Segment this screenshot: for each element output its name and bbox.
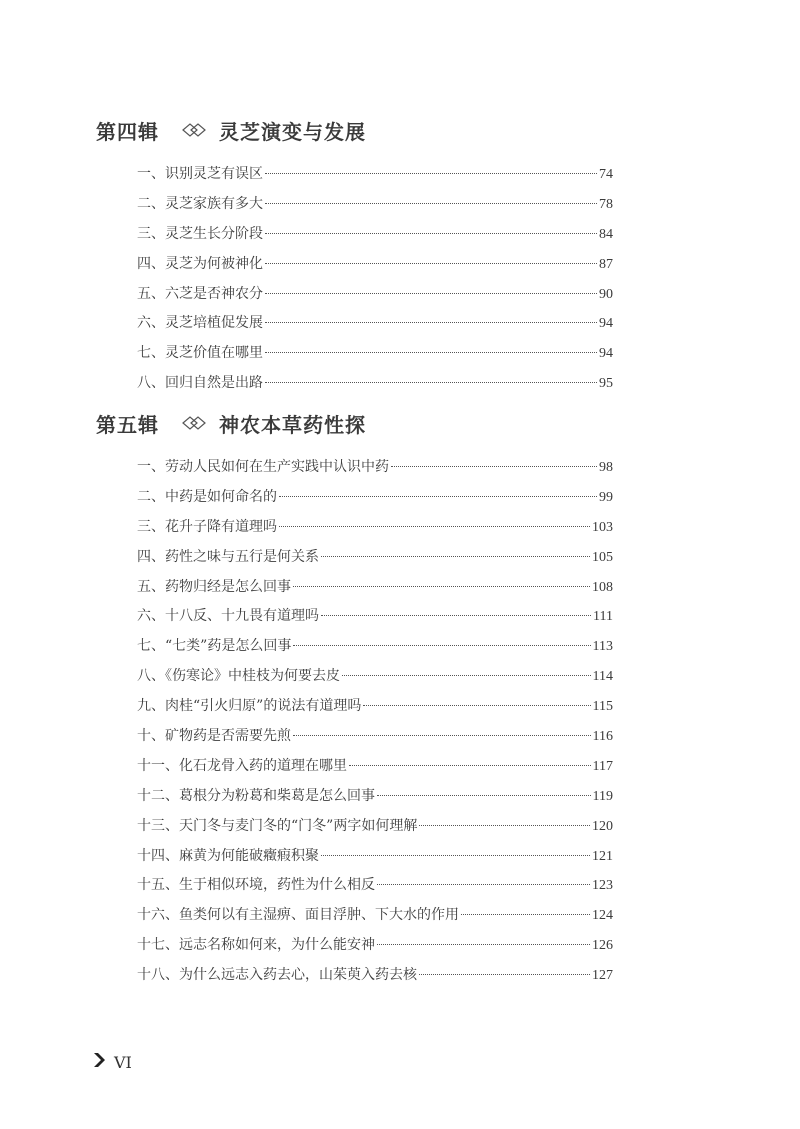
toc-entry-page: 126 bbox=[592, 938, 613, 954]
dot-leader bbox=[293, 586, 590, 587]
toc-entry-text: 八、《伤寒论》中桂枝为何要去皮 bbox=[137, 668, 340, 685]
toc-entry-text: 四、药性之味与五行是何关系 bbox=[137, 548, 319, 565]
toc-entry-page: 115 bbox=[592, 699, 613, 715]
dot-leader bbox=[265, 352, 597, 353]
toc-entry-text: 十三、天门冬与麦门冬的“门冬”两字如何理解 bbox=[137, 817, 418, 834]
dot-leader bbox=[265, 203, 597, 204]
section-part-label: 第五辑 bbox=[96, 412, 159, 437]
toc-entry-page: 98 bbox=[599, 460, 613, 475]
toc-entry[interactable] bbox=[0, 871, 613, 901]
section-title: 灵芝演变与发展 bbox=[219, 119, 366, 144]
toc-entry-text: 七、“七类”药是怎么回事 bbox=[137, 638, 292, 655]
toc-entry-text: 七、灵芝价值在哪里 bbox=[137, 345, 263, 362]
toc-entry[interactable] bbox=[0, 339, 613, 369]
toc-entry-page: 74 bbox=[599, 167, 613, 182]
dot-leader bbox=[391, 466, 597, 467]
toc-entry-page: 94 bbox=[599, 316, 613, 332]
toc-entry-text: 一、劳动人民如何在生产实践中认识中药 bbox=[137, 459, 389, 475]
section-part-label: 第四辑 bbox=[96, 119, 159, 144]
toc-entry-text: 六、灵芝培植促发展 bbox=[137, 315, 263, 332]
toc-entry[interactable] bbox=[0, 602, 613, 632]
toc-entry-page: 121 bbox=[592, 848, 613, 864]
dot-leader bbox=[349, 765, 591, 766]
toc-entry-text: 十五、生于相似环境，药性为什么相反 bbox=[137, 877, 375, 894]
dot-leader bbox=[293, 645, 590, 646]
toc-entry-page: 94 bbox=[599, 346, 613, 362]
section-heading bbox=[0, 405, 800, 441]
toc-entry-text: 二、灵芝家族有多大 bbox=[137, 195, 263, 212]
toc-entry-page: 108 bbox=[592, 579, 613, 595]
toc-entry-text: 二、中药是如何命名的 bbox=[137, 488, 277, 505]
toc-entry-page: 116 bbox=[592, 729, 613, 745]
toc-entry-page: 87 bbox=[599, 256, 613, 272]
dot-leader bbox=[321, 615, 591, 616]
toc-entry-page: 105 bbox=[592, 549, 613, 565]
dot-leader bbox=[265, 233, 597, 234]
toc-entry-page: 90 bbox=[599, 286, 613, 302]
toc-entry-page: 99 bbox=[599, 489, 613, 505]
toc-entry[interactable] bbox=[0, 483, 613, 513]
toc-entry-text: 三、灵芝生长分阶段 bbox=[137, 225, 263, 242]
toc-entry-text: 六、十八反、十九畏有道理吗 bbox=[137, 608, 319, 625]
toc-entry[interactable] bbox=[0, 250, 613, 280]
toc-entry-text: 十二、葛根分为粉葛和柴葛是怎么回事 bbox=[137, 787, 375, 804]
diamond-ornament-icon bbox=[181, 416, 209, 430]
toc-entry[interactable] bbox=[0, 543, 613, 573]
toc-entry[interactable] bbox=[0, 632, 613, 662]
toc-entry[interactable] bbox=[0, 931, 613, 961]
toc-entry[interactable] bbox=[0, 812, 613, 842]
dot-leader bbox=[265, 322, 597, 323]
toc-entry-page: 127 bbox=[592, 968, 613, 984]
toc-entry-text: 十七、远志名称如何来，为什么能安神 bbox=[137, 937, 375, 954]
toc-entry-page: 120 bbox=[592, 818, 613, 834]
toc-entry[interactable] bbox=[0, 280, 613, 310]
dot-leader bbox=[279, 526, 590, 527]
toc-entry-text: 十六、鱼类何以有主湿痹、面目浮肿、下大水的作用 bbox=[137, 907, 459, 924]
section-title: 神农本草药性探 bbox=[219, 412, 366, 437]
dot-leader bbox=[321, 855, 590, 856]
toc-entry-text: 八、回归自然是出路 bbox=[137, 375, 263, 392]
dot-leader bbox=[265, 263, 597, 264]
toc-entry[interactable] bbox=[0, 692, 613, 722]
arrow-right-icon bbox=[92, 1052, 108, 1072]
toc-entry[interactable] bbox=[0, 782, 613, 812]
toc-entry-page: 123 bbox=[592, 878, 613, 894]
toc-entry-page: 95 bbox=[599, 376, 613, 392]
dot-leader bbox=[279, 496, 597, 497]
toc-entry[interactable] bbox=[0, 961, 613, 991]
dot-leader bbox=[461, 914, 590, 915]
toc-entry-list bbox=[0, 160, 800, 399]
toc-entry-text: 五、六芝是否神农分 bbox=[137, 285, 263, 302]
dot-leader bbox=[377, 795, 591, 796]
toc-entry[interactable] bbox=[0, 662, 613, 692]
toc-entry-text: 四、灵芝为何被神化 bbox=[137, 255, 263, 272]
toc-entry-page: 124 bbox=[592, 908, 613, 924]
toc-entry-text: 五、药物归经是怎么回事 bbox=[137, 578, 291, 595]
toc-entry-text: 十八、为什么远志入药去心，山茱萸入药去核 bbox=[137, 967, 417, 984]
toc-entry[interactable] bbox=[0, 160, 613, 190]
toc-entry-text: 十一、化石龙骨入药的道理在哪里 bbox=[137, 757, 347, 774]
dot-leader bbox=[265, 293, 597, 294]
toc-entry[interactable] bbox=[0, 369, 613, 399]
toc-entry-page: 103 bbox=[592, 519, 613, 535]
dot-leader bbox=[293, 735, 591, 736]
toc-entry[interactable] bbox=[0, 901, 613, 931]
page-footer bbox=[92, 1052, 132, 1072]
toc-entry-page: 111 bbox=[593, 609, 613, 625]
dot-leader bbox=[377, 944, 590, 945]
page-number: VI bbox=[114, 1052, 132, 1072]
toc-entry-list bbox=[0, 453, 800, 991]
toc-entry[interactable] bbox=[0, 513, 613, 543]
toc-entry[interactable] bbox=[0, 573, 613, 603]
toc-entry-page: 119 bbox=[592, 788, 613, 804]
section-heading bbox=[0, 112, 800, 148]
toc-entry-text: 十、矿物药是否需要先煎 bbox=[137, 728, 291, 745]
toc-entry-text: 一、识别灵芝有误区 bbox=[137, 166, 263, 182]
toc-section-4 bbox=[0, 112, 800, 399]
dot-leader bbox=[265, 173, 597, 174]
toc-entry-page: 84 bbox=[599, 226, 613, 242]
toc-entry-text: 三、花升子降有道理吗 bbox=[137, 518, 277, 535]
dot-leader bbox=[265, 382, 597, 383]
toc-entry-page: 113 bbox=[592, 639, 613, 655]
toc-section-5 bbox=[0, 405, 800, 991]
toc-entry[interactable] bbox=[0, 752, 613, 782]
toc-entry-text: 九、肉桂“引火归原”的说法有道理吗 bbox=[137, 698, 362, 715]
dot-leader bbox=[342, 675, 591, 676]
dot-leader bbox=[419, 825, 590, 826]
toc-entry[interactable] bbox=[0, 190, 613, 220]
toc-entry[interactable] bbox=[0, 220, 613, 250]
dot-leader bbox=[419, 974, 590, 975]
dot-leader bbox=[321, 556, 590, 557]
dot-leader bbox=[377, 884, 590, 885]
toc-entry-page: 78 bbox=[599, 196, 613, 212]
toc-entry-page: 114 bbox=[592, 669, 613, 685]
dot-leader bbox=[363, 705, 590, 706]
toc-entry-text: 十四、麻黄为何能破癥瘕积聚 bbox=[137, 847, 319, 864]
toc-entry[interactable] bbox=[0, 453, 613, 483]
toc-entry-page: 117 bbox=[592, 758, 613, 774]
toc-entry[interactable] bbox=[0, 842, 613, 872]
toc-entry[interactable] bbox=[0, 309, 613, 339]
toc-entry[interactable] bbox=[0, 722, 613, 752]
diamond-ornament-icon bbox=[181, 123, 209, 137]
